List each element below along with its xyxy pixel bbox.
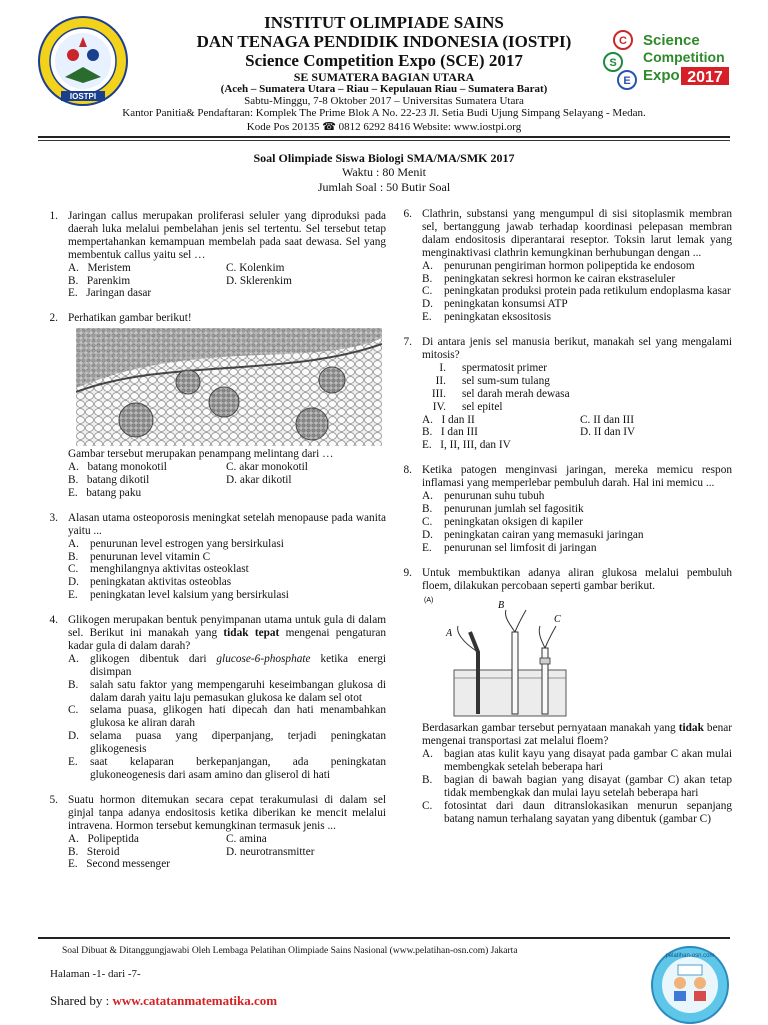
option-b: B. Steroid	[68, 845, 120, 858]
question-number: 1.	[49, 210, 58, 222]
svg-text:IOSTPI: IOSTPI	[69, 92, 97, 101]
option-e: E. saat kelaparan berkepanjangan, ada peningkatan glukoneogenesis dari asam amino dan gliserol di hati	[68, 756, 386, 781]
statement-4: IV. sel epitel	[432, 400, 503, 413]
svg-text:Science: Science	[643, 32, 700, 49]
option-b: B. batang dikotil	[68, 474, 150, 486]
question-7	[392, 336, 732, 452]
option-b: B. penurunan jumlah sel fagositik	[422, 502, 584, 515]
question-6	[392, 208, 732, 324]
option-a: A. penurunan level estrogen yang bersirkulasi	[68, 537, 284, 550]
institute-name: INSTITUT OLIMPIADE SAINS	[264, 13, 504, 32]
option-c: C. menghilangnya aktivitas osteoklast	[68, 563, 249, 576]
option-e: E. peningkatan eksositosis	[422, 311, 551, 324]
exam-count: Jumlah Soal : 50 Butir Soal	[317, 180, 451, 194]
option-d: D. II dan IV	[580, 426, 636, 439]
option-e: E. I, II, III, dan IV	[422, 439, 511, 452]
option-d: D. akar dikotil	[226, 474, 292, 486]
svg-text:B: B	[498, 600, 505, 612]
question-text: Perhatikan gambar berikut!	[68, 312, 192, 325]
question-5	[38, 794, 386, 871]
option-d: D. neurotransmitter	[226, 845, 315, 858]
option-a: A. Polipeptida	[68, 832, 139, 845]
option-b: B. bagian di bawah bagian yang disayat (gambar C) akan tetap tidak membengkak dan mulai layu setelah beberapa hari	[422, 774, 732, 799]
question-number: 2.	[49, 312, 58, 325]
header-rule-thin	[38, 140, 730, 141]
question-text: Untuk membuktikan adanya aliran glukosa melalui pembuluh floem, dilakukan percobaan seperti gambar berikut.	[422, 566, 732, 592]
svg-text:Expo: Expo	[643, 67, 680, 84]
option-a: A. penurunan suhu tubuh	[422, 490, 545, 503]
option-d: D. peningkatan aktivitas osteoblas	[68, 576, 232, 589]
shared-label: Shared by :	[50, 993, 113, 1008]
header-rule	[38, 136, 730, 138]
option-d: D. peningkatan cairan yang memasuki jaringan	[422, 528, 644, 541]
option-a: A. glikogen dibentuk dari glucose-6-phosphate ketika energi disimpan	[68, 652, 386, 678]
svg-text:Competition: Competition	[643, 49, 725, 65]
question-number: 7.	[403, 336, 412, 349]
question-text: Glikogen merupakan bentuk penyimpanan utama untuk gula di dalam sel. Berikut ini manakah yang tidak tepat mengenai pengaturan kadar gula di dalam darah?	[68, 614, 386, 652]
statement-1: I. spermatosit primer	[439, 361, 548, 374]
phloem-experiment-figure	[422, 592, 582, 718]
option-c: C. Kolenkim	[226, 261, 285, 274]
svg-text:A: A	[446, 628, 453, 640]
pelatihan-osn-logo	[650, 945, 730, 1025]
question-number: 5.	[49, 793, 58, 806]
svg-text:2017: 2017	[687, 69, 723, 86]
svg-text:pelatihan-osn.com: pelatihan-osn.com	[665, 953, 715, 959]
question-3	[38, 512, 386, 602]
option-b: B. peningkatan sekresi hormon ke cairan ekstraseluler	[422, 272, 676, 285]
office-address: Kantor Panitia& Pendaftaran: Komplek The Prime Blok A No. 22-23 Jl. Setia Budi Ujung Simpang Selayang - Medan.	[122, 107, 646, 119]
shared-url-link[interactable]: www.catatanmatematika.com	[112, 993, 278, 1008]
institute-subtitle: DAN TENAGA PENDIDIK INDONESIA (IOSTPI)	[196, 32, 572, 51]
option-d: D. Sklerenkim	[226, 274, 292, 287]
question-number: 3.	[49, 511, 58, 524]
provinces: (Aceh – Sumatera Utara – Riau – Kepulauan Riau – Sumatera Barat)	[220, 83, 548, 95]
option-c: C. akar monokotil	[226, 461, 308, 474]
stem-cross-section-image	[76, 328, 382, 446]
option-e: E. Second messenger	[68, 858, 170, 871]
question-9	[392, 567, 732, 826]
option-a: A. bagian atas kulit kayu yang disayat pada gambar C akan mulai membengkak setelah beberapa hari	[422, 748, 732, 774]
option-d: D. selama puasa yang diperpanjang, terjadi peningkatan glikogenesis	[68, 730, 386, 756]
page-number: Halaman -1- dari -7-	[50, 968, 141, 980]
option-d: D. peningkatan konsumsi ATP	[422, 298, 568, 311]
event-name: Science Competition Expo (SCE) 2017	[245, 51, 523, 70]
question-number: 6.	[403, 208, 412, 220]
region: SE SUMATERA BAGIAN UTARA	[293, 70, 475, 84]
option-c: C. peningkatan produksi protein pada retikulum endoplasma kasar	[422, 285, 731, 298]
svg-text:S: S	[609, 57, 617, 69]
option-c: C. II dan III	[580, 413, 634, 426]
option-c: C. amina	[226, 832, 267, 845]
option-b: B. I dan III	[422, 426, 478, 439]
question-4	[38, 614, 386, 782]
option-b: B. penurunan level vitamin C	[68, 550, 211, 563]
exam-title: Soal Olimpiade Siswa Biologi SMA/MA/SMK 2017	[253, 151, 515, 165]
option-e: E. Jaringan dasar	[68, 287, 152, 300]
left-column	[38, 210, 386, 871]
event-date: Sabtu-Minggu, 7-8 Oktober 2017 – Universitas Sumatera Utara	[244, 95, 524, 107]
option-a: A. batang monokotil	[68, 461, 167, 474]
question-number: 9.	[403, 566, 412, 579]
svg-text:C: C	[619, 35, 627, 47]
option-c: C. selama puasa, glikogen hati dipecah dan hati menambahkan glukosa ke aliran darah	[68, 704, 386, 730]
statement-2: II. sel sum-sum tulang	[435, 374, 550, 387]
option-e: E. peningkatan level kalsium yang bersirkulasi	[68, 589, 289, 602]
option-a: A. penurunan pengiriman hormon polipeptida ke endosom	[422, 259, 695, 272]
question-text: Ketika patogen menginvasi jaringan, mereka memicu respon inflamasi yang memperlebar pembuluh darah. Hal ini memicu ...	[422, 464, 732, 490]
option-e: E. penurunan sel limfosit di jaringan	[422, 541, 597, 554]
option-e: E. batang paku	[68, 486, 142, 499]
question-number: 8.	[403, 464, 412, 477]
question-text-after: Berdasarkan gambar tersebut pernyataan manakah yang tidak benar mengenai transportasi zat melalui floem?	[422, 722, 733, 748]
option-a: A. Meristem	[68, 261, 131, 274]
question-1	[38, 210, 386, 300]
shared-by	[50, 993, 277, 1009]
statement-3: III. sel darah merah dewasa	[431, 387, 570, 400]
question-text: Alasan utama osteoporosis meningkat setelah menopause pada wanita yaitu ...	[68, 511, 386, 537]
svg-text:E: E	[623, 75, 631, 87]
question-text: Suatu hormon ditemukan secara cepat terakumulasi di dalam sel ginjal tanpa adanya endositosis ketika diberikan ke mencit melalui intravena. Hormon tersebut kemungkinan termasuk jenis ...	[68, 793, 386, 832]
svg-text:(A): (A)	[424, 597, 434, 605]
question-text: Di antara jenis sel manusia berikut, manakah sel yang mengalami mitosis?	[422, 336, 732, 362]
question-2	[38, 312, 386, 499]
option-a: A. I dan II	[422, 413, 475, 426]
right-column	[392, 208, 732, 826]
option-b: B. Parenkim	[68, 274, 131, 287]
svg-text:C: C	[554, 614, 561, 626]
footer-credit: Soal Dibuat & Ditanggungjawabi Oleh Lembaga Pelatihan Olimpiade Sains Nasional (www.pelatihan-osn.com) Jakarta	[62, 946, 518, 956]
question-text-after: Gambar tersebut merupakan penampang melintang dari …	[68, 448, 334, 461]
option-c: C. peningkatan oksigen di kapiler	[422, 515, 583, 528]
question-text: Jaringan callus merupakan proliferasi seluler yang diproduksi pada daerah luka melalui pembelahan jenis sel tertentu. Sel tersebut tetap mempertahankan kemampuan membelah pada saat dewasa. Sel yang membentuk callus yaitu sel …	[68, 210, 386, 261]
option-c: C. fotosintat dari daun ditranslokasikan menurun sepanjang batang namun terhalang sayatan yang dibentuk (gambar C)	[422, 799, 732, 825]
contact-line: Kode Pos 20135 ☎ 0812 6292 8416 Website: www.iostpi.org	[246, 121, 522, 133]
option-b: B. salah satu faktor yang mempengaruhi keseimbangan glukosa di dalam darah yaitu laju pemasukan glukosa ke dalam sel otot	[68, 678, 386, 704]
question-text: Clathrin, substansi yang mengumpul di sisi sitoplasmik membran sel, bertanggung jawab terhadap koordinasi pelepasan membran dalam endositosis diperantarai reseptor. Toksin larut lemak yang menginaktivasi clathrin kemungkinan berhubungan dengan ...	[422, 208, 732, 259]
question-8	[392, 464, 732, 554]
question-number: 4.	[49, 614, 58, 627]
exam-time: Waktu : 80 Menit	[341, 165, 427, 179]
footer-rule	[38, 937, 730, 939]
